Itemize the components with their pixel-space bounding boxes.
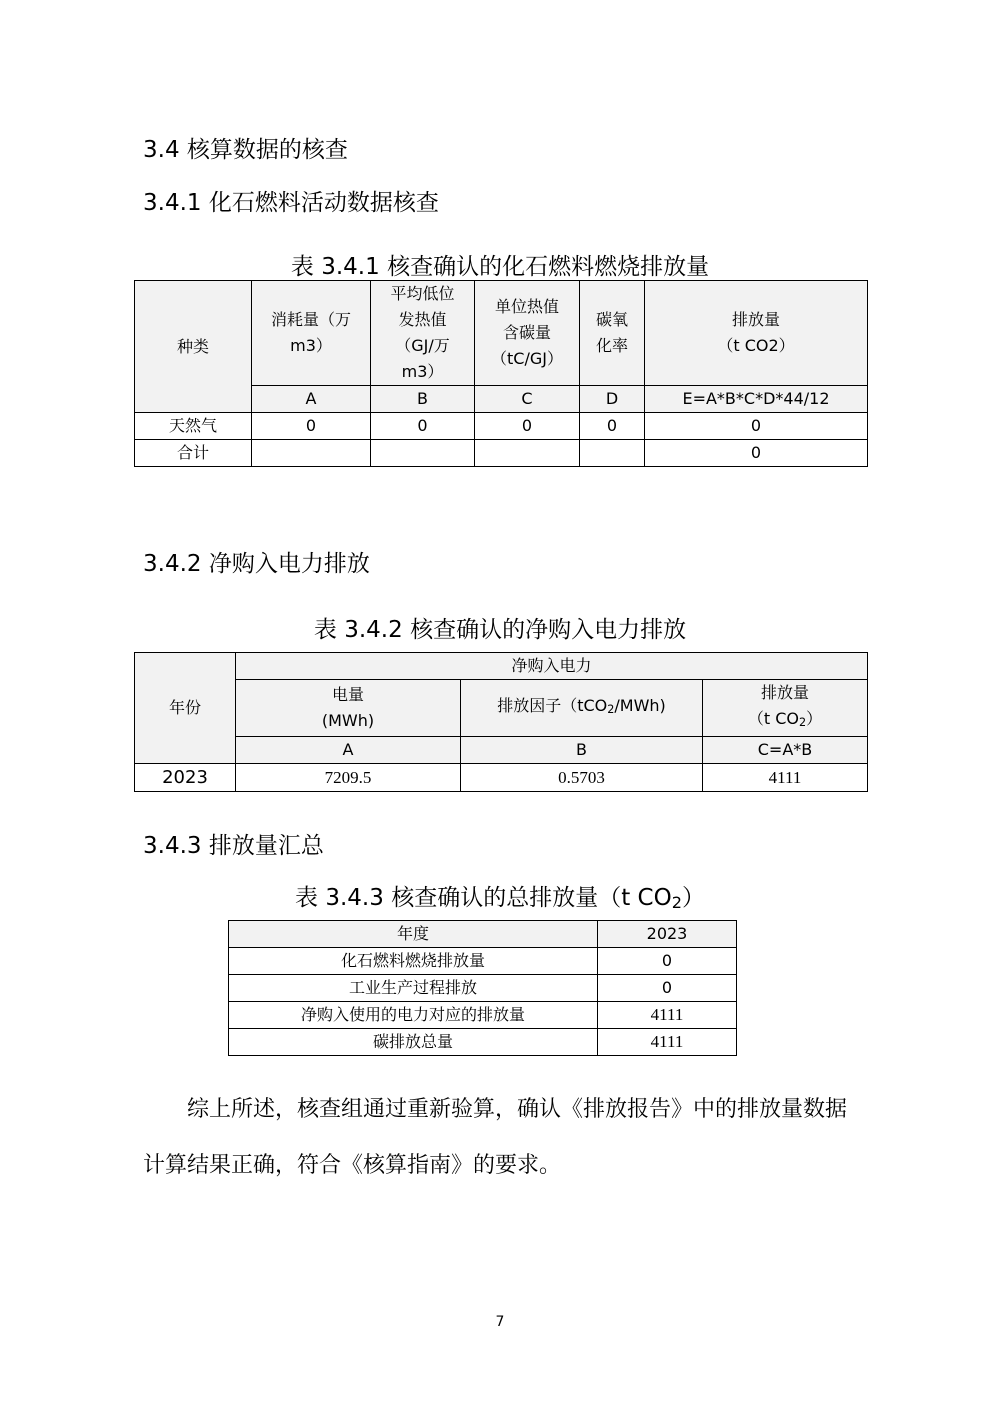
cell-a: 0: [252, 413, 371, 440]
header-emission-factor: [461, 680, 703, 737]
header-line: [703, 706, 867, 736]
header-line: 含碳量: [502, 323, 551, 342]
row-name: 合计: [135, 440, 252, 467]
header-year: 2023: [598, 921, 737, 948]
header-year: 年份: [135, 653, 236, 764]
caption-text: 表 3.4.3 核查确认的总排放量（t CO: [295, 885, 672, 911]
table-row: [229, 1029, 737, 1056]
header-emissions: [703, 680, 868, 737]
section-heading-3-4: 3.4 核算数据的核查: [143, 137, 348, 163]
header-text: （t CO: [747, 709, 799, 728]
fossil-fuel-table: [134, 280, 868, 467]
header-line: （t CO2）: [717, 336, 795, 355]
table-row: [135, 764, 868, 792]
code-a: A: [236, 737, 461, 764]
header-line: 发热值: [398, 310, 447, 329]
cell-a: [252, 440, 371, 467]
table2-caption: 表 3.4.2 核查确认的净购入电力排放: [313, 617, 687, 643]
header-group: 净购入电力: [236, 653, 868, 680]
header-consumption: [252, 281, 371, 386]
header-line: 排放量: [761, 683, 810, 702]
row-name: 天然气: [135, 413, 252, 440]
header-oxidation-rate: [580, 281, 645, 386]
header-line: 化率: [595, 336, 628, 355]
table-row: [135, 440, 868, 467]
cell-c: [475, 440, 580, 467]
row-label: 化石燃料燃烧排放量: [229, 948, 598, 975]
header-line: 电量: [331, 685, 364, 705]
code-d: D: [580, 386, 645, 413]
header-line: 碳氧: [595, 310, 628, 329]
table-row: [229, 948, 737, 975]
header-line: m3）: [290, 336, 332, 355]
subscript: 2: [607, 703, 615, 717]
cell-c: 0: [475, 413, 580, 440]
table1-caption: 表 3.4.1 核查确认的化石燃料燃烧排放量: [290, 254, 710, 280]
subscript: 2: [671, 893, 682, 913]
header-line: 消耗量（万: [270, 310, 351, 329]
code-c: C: [475, 386, 580, 413]
section-heading-3-4-1: 3.4.1 化石燃料活动数据核查: [143, 190, 439, 216]
row-label: 碳排放总量: [229, 1029, 598, 1056]
table-row: [229, 1002, 737, 1029]
total-emissions-table: [228, 920, 737, 1056]
header-text: /MWh): [614, 696, 666, 715]
row-value: 4111: [598, 1002, 737, 1029]
header-line: 平均低位: [390, 284, 455, 303]
cell-e: 0: [645, 440, 868, 467]
row-value: 4111: [598, 1029, 737, 1056]
header-line: m3）: [401, 362, 444, 381]
row-value: 0: [598, 948, 737, 975]
header-label: 年度: [229, 921, 598, 948]
row-label: 工业生产过程排放: [229, 975, 598, 1002]
header-line: （tC/GJ）: [491, 349, 563, 368]
electricity-table: [134, 652, 868, 792]
code-e: E=A*B*C*D*44/12: [645, 386, 868, 413]
cell-d: [580, 440, 645, 467]
table-row: [135, 413, 868, 440]
header-line: （GJ/万: [395, 336, 450, 355]
header-type: 种类: [135, 281, 252, 413]
cell-power: 7209.5: [236, 764, 461, 792]
header-text: ）: [806, 709, 823, 728]
header-ncv: [371, 281, 475, 386]
code-c: C=A*B: [703, 737, 868, 764]
header-text: 排放因子（tCO: [497, 696, 608, 715]
subscript: 2: [799, 716, 807, 730]
header-line: (MWh): [321, 711, 375, 731]
row-value: 0: [598, 975, 737, 1002]
section-heading-3-4-3: 3.4.3 排放量汇总: [143, 833, 324, 859]
conclusion-paragraph: 综上所述，核查组通过重新验算，确认《排放报告》中的排放量数据计算结果正确，符合《核算指南》的要求。: [143, 1097, 848, 1178]
header-line: 单位热值: [494, 297, 559, 316]
cell-d: 0: [580, 413, 645, 440]
section-heading-3-4-2: 3.4.2 净购入电力排放: [143, 551, 370, 577]
header-line: 排放量: [731, 310, 780, 329]
table3-caption: [0, 879, 1000, 912]
cell-emissions: 4111: [703, 764, 868, 792]
table-row: [229, 975, 737, 1002]
page-number: 7: [495, 1314, 505, 1330]
cell-year: 2023: [135, 764, 236, 792]
header-carbon-content: [475, 281, 580, 386]
cell-e: 0: [645, 413, 868, 440]
cell-b: [371, 440, 475, 467]
code-b: B: [371, 386, 475, 413]
code-b: B: [461, 737, 703, 764]
header-emissions: [645, 281, 868, 386]
cell-b: 0: [371, 413, 475, 440]
code-a: A: [252, 386, 371, 413]
row-label: 净购入使用的电力对应的排放量: [229, 1002, 598, 1029]
header-power: [236, 680, 461, 737]
cell-factor: 0.5703: [461, 764, 703, 792]
caption-text: ）: [681, 885, 705, 911]
